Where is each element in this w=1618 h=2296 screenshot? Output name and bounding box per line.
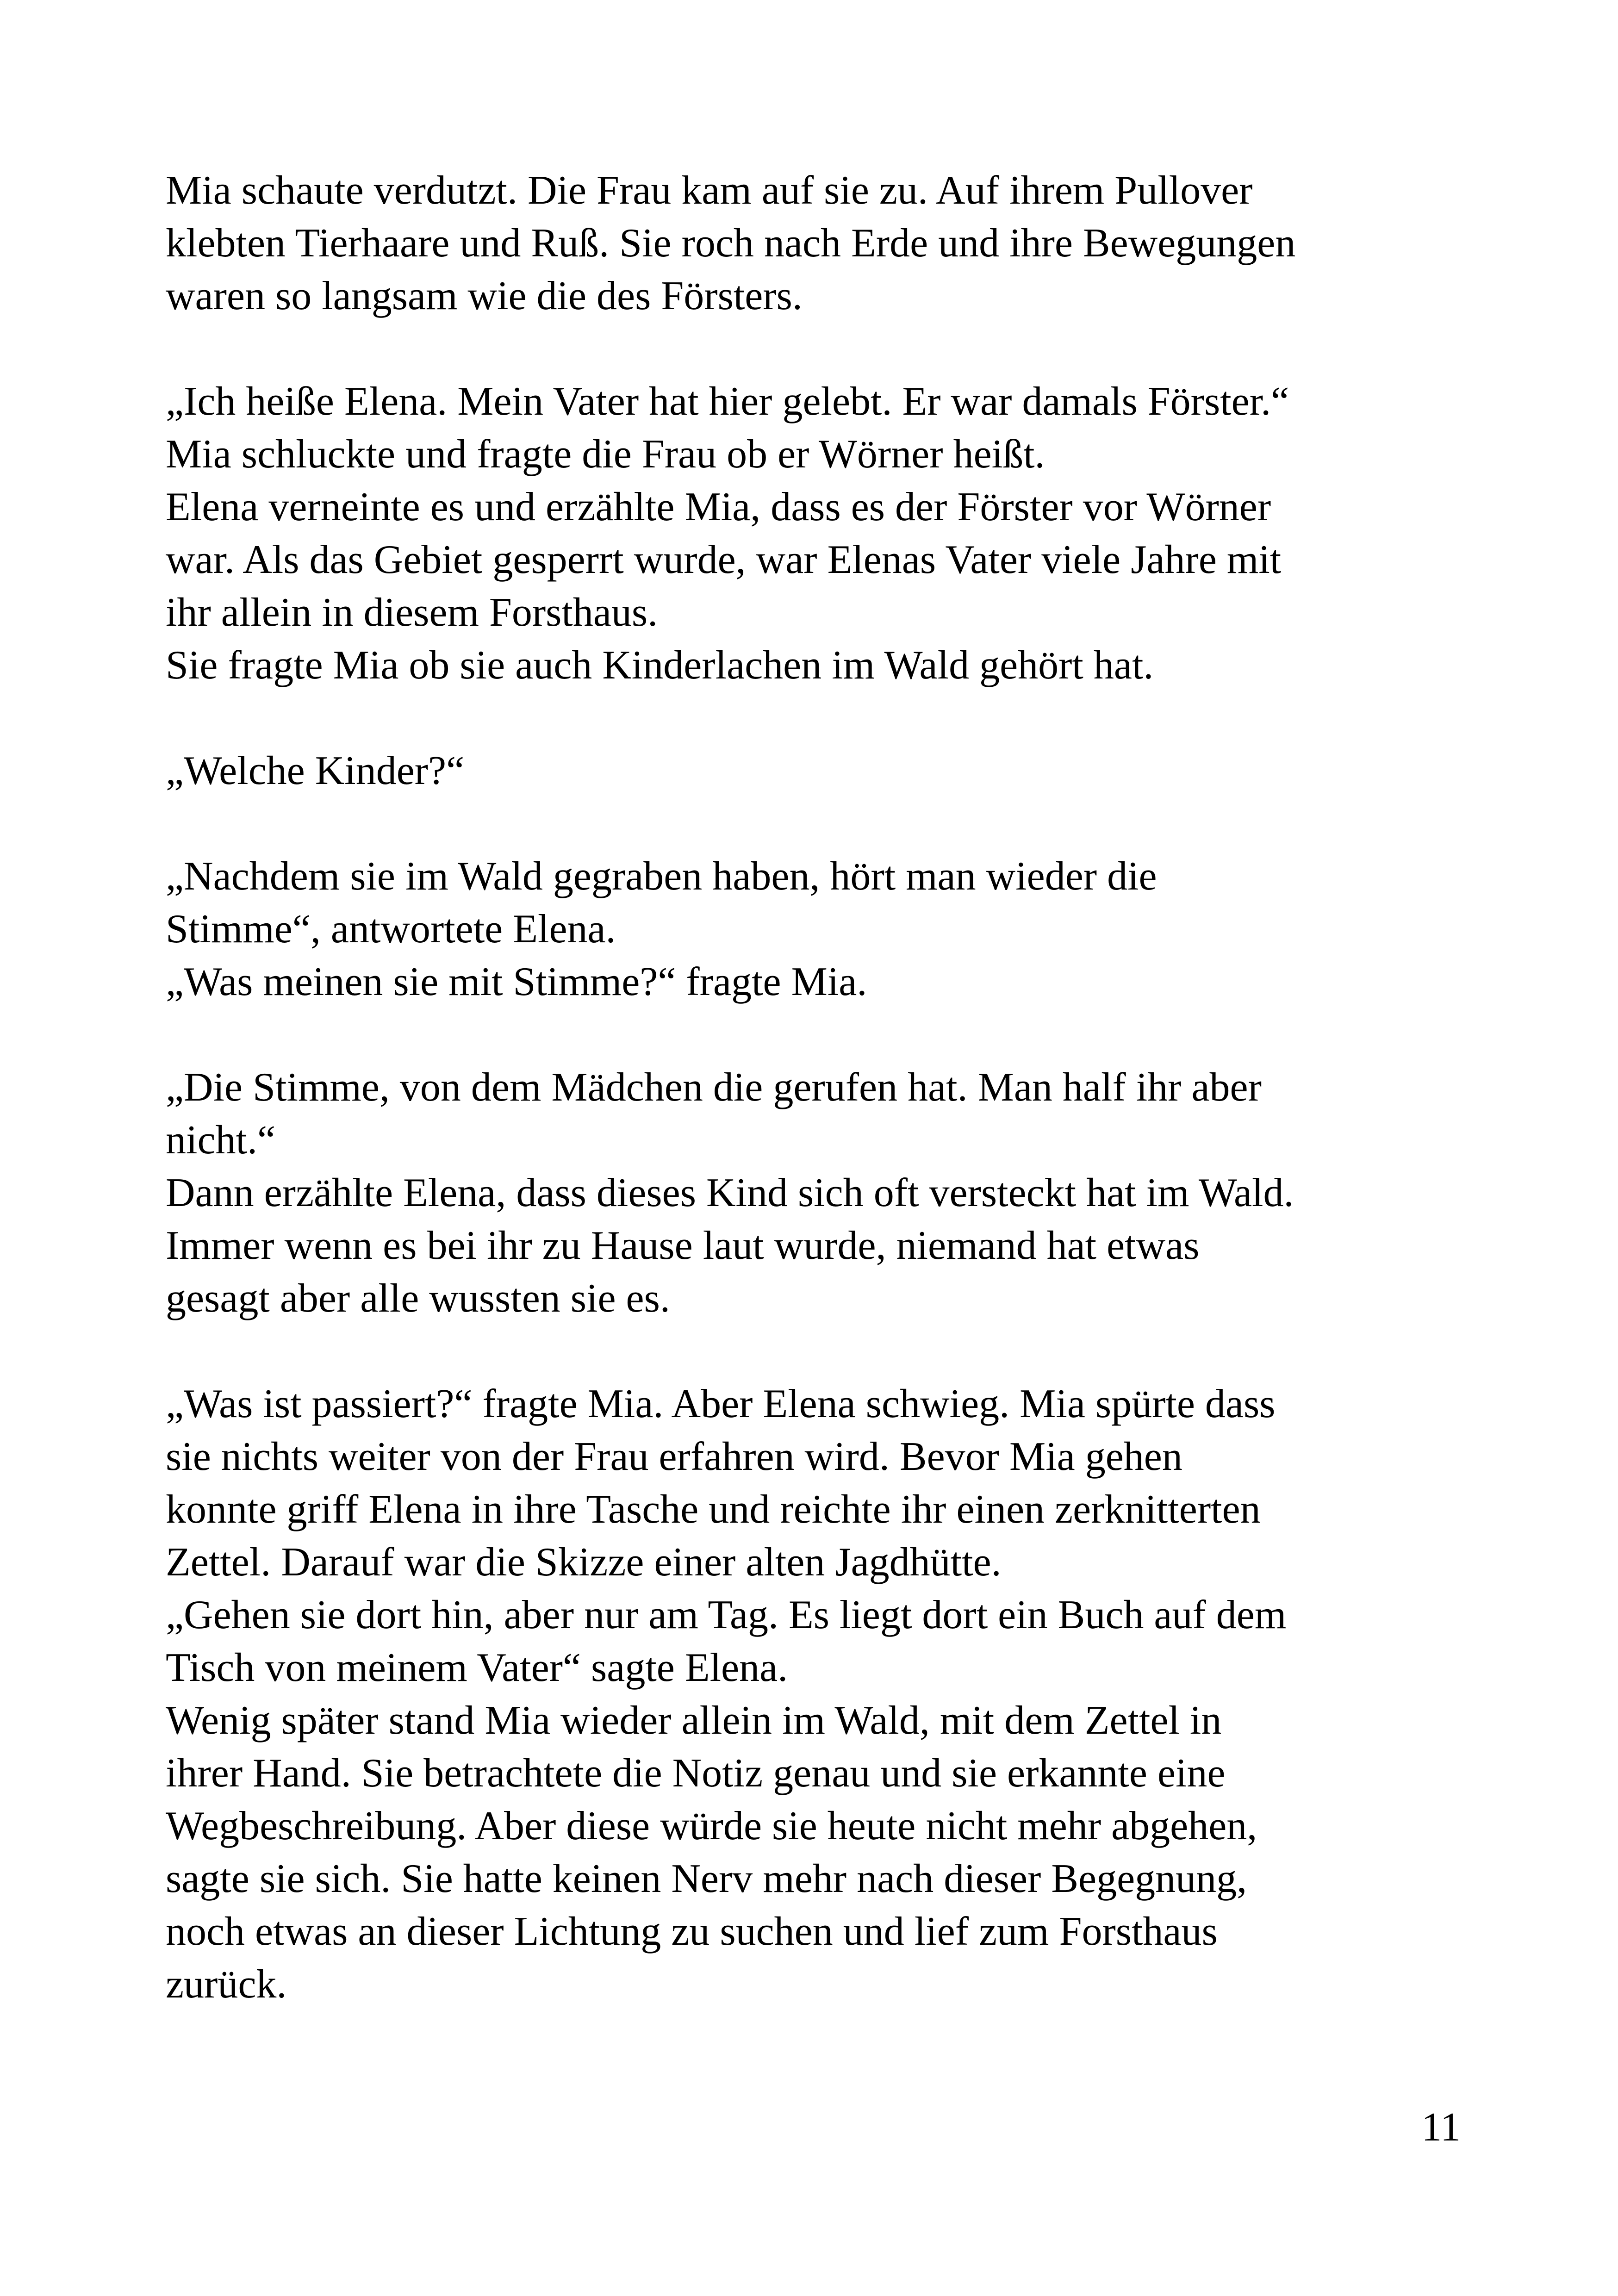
- text-line: Mia schluckte und fragte die Frau ob er Wörner heißt.: [166, 432, 1045, 477]
- text-line: waren so langsam wie die des Försters.: [166, 274, 803, 318]
- text-line: klebten Tierhaare und Ruß. Sie roch nach Erde und ihre Bewegungen: [166, 221, 1296, 266]
- text-line: nicht.“: [166, 1118, 276, 1163]
- text-line: sie nichts weiter von der Frau erfahren wird. Bevor Mia gehen: [166, 1434, 1182, 1479]
- text-line: „Gehen sie dort hin, aber nur am Tag. Es liegt dort ein Buch auf dem: [166, 1593, 1287, 1637]
- text-line: Tisch von meinem Vater“ sagte Elena.: [166, 1645, 788, 1690]
- text-line: Stimme“, antwortete Elena.: [166, 907, 616, 952]
- text-line: „Was meinen sie mit Stimme?“ fragte Mia.: [166, 959, 867, 1004]
- paragraph-gap: [166, 797, 1471, 850]
- text-line: Zettel. Darauf war die Skizze einer alten Jagdhütte.: [166, 1540, 1002, 1585]
- text-line: „Ich heiße Elena. Mein Vater hat hier gelebt. Er war damals Förster.“: [166, 379, 1289, 424]
- text-line: Dann erzählte Elena, dass dieses Kind sich oft versteckt hat im Wald.: [166, 1170, 1294, 1215]
- text-line: gesagt aber alle wussten sie es.: [166, 1276, 670, 1321]
- paragraph-gap: [166, 1325, 1471, 1378]
- text-line: ihr allein in diesem Forsthaus.: [166, 590, 658, 635]
- text-line: Sie fragte Mia ob sie auch Kinderlachen im Wald gehört hat.: [166, 643, 1154, 688]
- paragraph-gap: [166, 1008, 1471, 1061]
- text-line: konnte griff Elena in ihre Tasche und reichte ihr einen zerknitterten: [166, 1487, 1261, 1532]
- text-line: „Was ist passiert?“ fragte Mia. Aber Elena schwieg. Mia spürte dass: [166, 1381, 1276, 1426]
- text-line: war. Als das Gebiet gesperrt wurde, war Elenas Vater viele Jahre mit: [166, 537, 1282, 582]
- text-line: Mia schaute verdutzt. Die Frau kam auf sie zu. Auf ihrem Pullover: [166, 168, 1253, 213]
- text-line: „Welche Kinder?“: [166, 748, 465, 793]
- paragraph-gap: [166, 323, 1471, 375]
- text-line: „Die Stimme, von dem Mädchen die gerufen hat. Man half ihr aber: [166, 1065, 1262, 1110]
- page-number: 11: [1421, 2105, 1461, 2150]
- text-line: Immer wenn es bei ihr zu Hause laut wurde, niemand hat etwas: [166, 1223, 1200, 1268]
- text-line: Wenig später stand Mia wieder allein im Wald, mit dem Zettel in: [166, 1698, 1222, 1743]
- paragraph-gap: [166, 692, 1471, 745]
- text-line: sagte sie sich. Sie hatte keinen Nerv mehr nach dieser Begegnung,: [166, 1856, 1247, 1901]
- text-line: noch etwas an dieser Lichtung zu suchen und lief zum Forsthaus: [166, 1909, 1218, 1954]
- body-text: [166, 164, 1471, 2011]
- text-line: Wegbeschreibung. Aber diese würde sie heute nicht mehr abgehen,: [166, 1804, 1257, 1848]
- text-line: „Nachdem sie im Wald gegraben haben, hört man wieder die: [166, 854, 1157, 899]
- text-line: Elena verneinte es und erzählte Mia, dass es der Förster vor Wörner: [166, 485, 1271, 529]
- text-line: zurück.: [166, 1962, 287, 2007]
- text-line: ihrer Hand. Sie betrachtete die Notiz genau und sie erkannte eine: [166, 1751, 1226, 1796]
